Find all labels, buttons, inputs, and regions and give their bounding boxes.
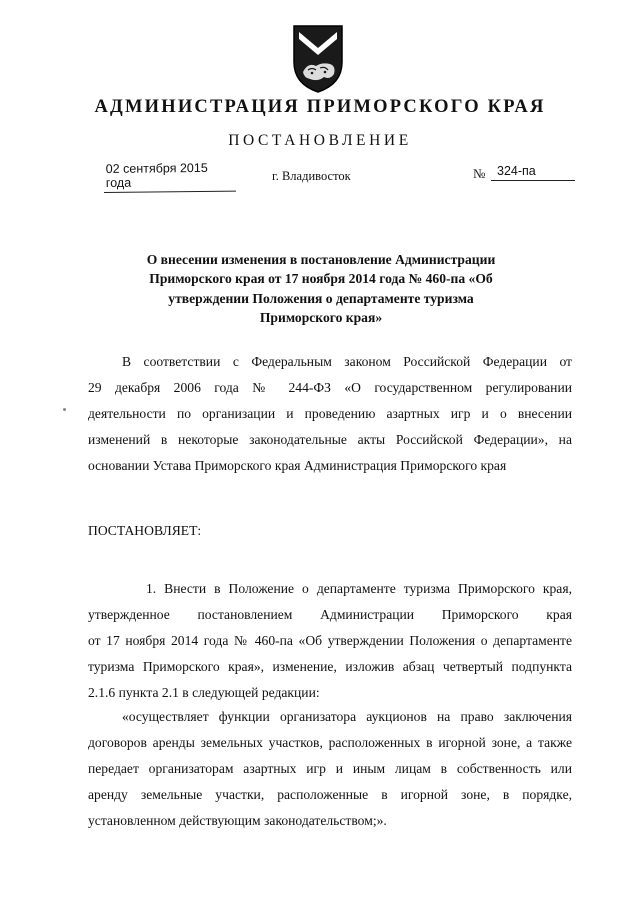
- paragraph-line: В соответствии с Федеральным законом Российской Федерации от: [122, 354, 572, 369]
- paragraph-line: от 17 ноября 2014 года № 460-па «Об утверждении Положения о департаменте: [88, 633, 572, 648]
- document-subject: [140, 250, 502, 327]
- paragraph-line: передает организаторам азартных игр и иным лицам в собственность или: [88, 761, 572, 776]
- city-name: г. Владивосток: [272, 169, 351, 183]
- paragraph-line: установленном действующим законодательством;».: [88, 813, 387, 828]
- paragraph-line: туризма Приморского края», изменение, изложив абзац четвертый подпункта: [88, 659, 572, 674]
- paragraph-line: аренду земельные участки, расположенные в игорной зоне, в порядке,: [88, 787, 572, 802]
- document-date: 02 сентября 2015 года: [104, 161, 236, 193]
- paragraph-line: 2.1.6 пункта 2.1 в следующей редакции:: [88, 685, 320, 700]
- paragraph-line: утвержденное постановлением Администрации Приморского края: [88, 607, 572, 622]
- document-number: 324-па: [491, 164, 575, 181]
- paragraph-line: изменений в некоторые законодательные акты Российской Федерации», на: [88, 432, 572, 447]
- paragraph-line: 29 декабря 2006 года № 244-ФЗ «О государственном регулировании: [88, 380, 572, 395]
- paragraph-line: основании Устава Приморского края Администрация Приморского края: [88, 458, 507, 473]
- quoted-amendment-paragraph: [88, 704, 572, 834]
- preamble-paragraph: [88, 349, 572, 479]
- subject-line: Приморского края»: [259, 309, 383, 325]
- subject-line: Приморского края от 17 ноября 2014 года № 460-па «Об: [149, 271, 493, 287]
- subject-line: О внесении изменения в постановление Администрации: [146, 252, 496, 267]
- paragraph-line: «осуществляет функции организатора аукционов на право заключения: [122, 709, 572, 724]
- coat-of-arms-emblem-icon: [290, 22, 346, 94]
- resolve-heading: ПОСТАНОВЛЯЕТ:: [88, 523, 202, 538]
- item-1-paragraph: [88, 576, 572, 706]
- document-number-field: [473, 164, 571, 184]
- paragraph-line: договоров аренды земельных участков, расположенных в игорной зоне, а также: [88, 735, 572, 750]
- number-sign: №: [473, 166, 486, 181]
- scan-speck: [63, 408, 66, 411]
- paragraph-line: 1. Внести в Положение о департаменте туризма Приморского края,: [146, 581, 572, 596]
- organization-title: АДМИНИСТРАЦИЯ ПРИМОРСКОГО КРАЯ: [94, 97, 546, 117]
- subject-line: утверждении Положения о департаменте туризма: [168, 290, 474, 306]
- document-type: ПОСТАНОВЛЕНИЕ: [228, 132, 412, 149]
- paragraph-line: деятельности по организации и проведению азартных игр и о внесении: [88, 406, 572, 421]
